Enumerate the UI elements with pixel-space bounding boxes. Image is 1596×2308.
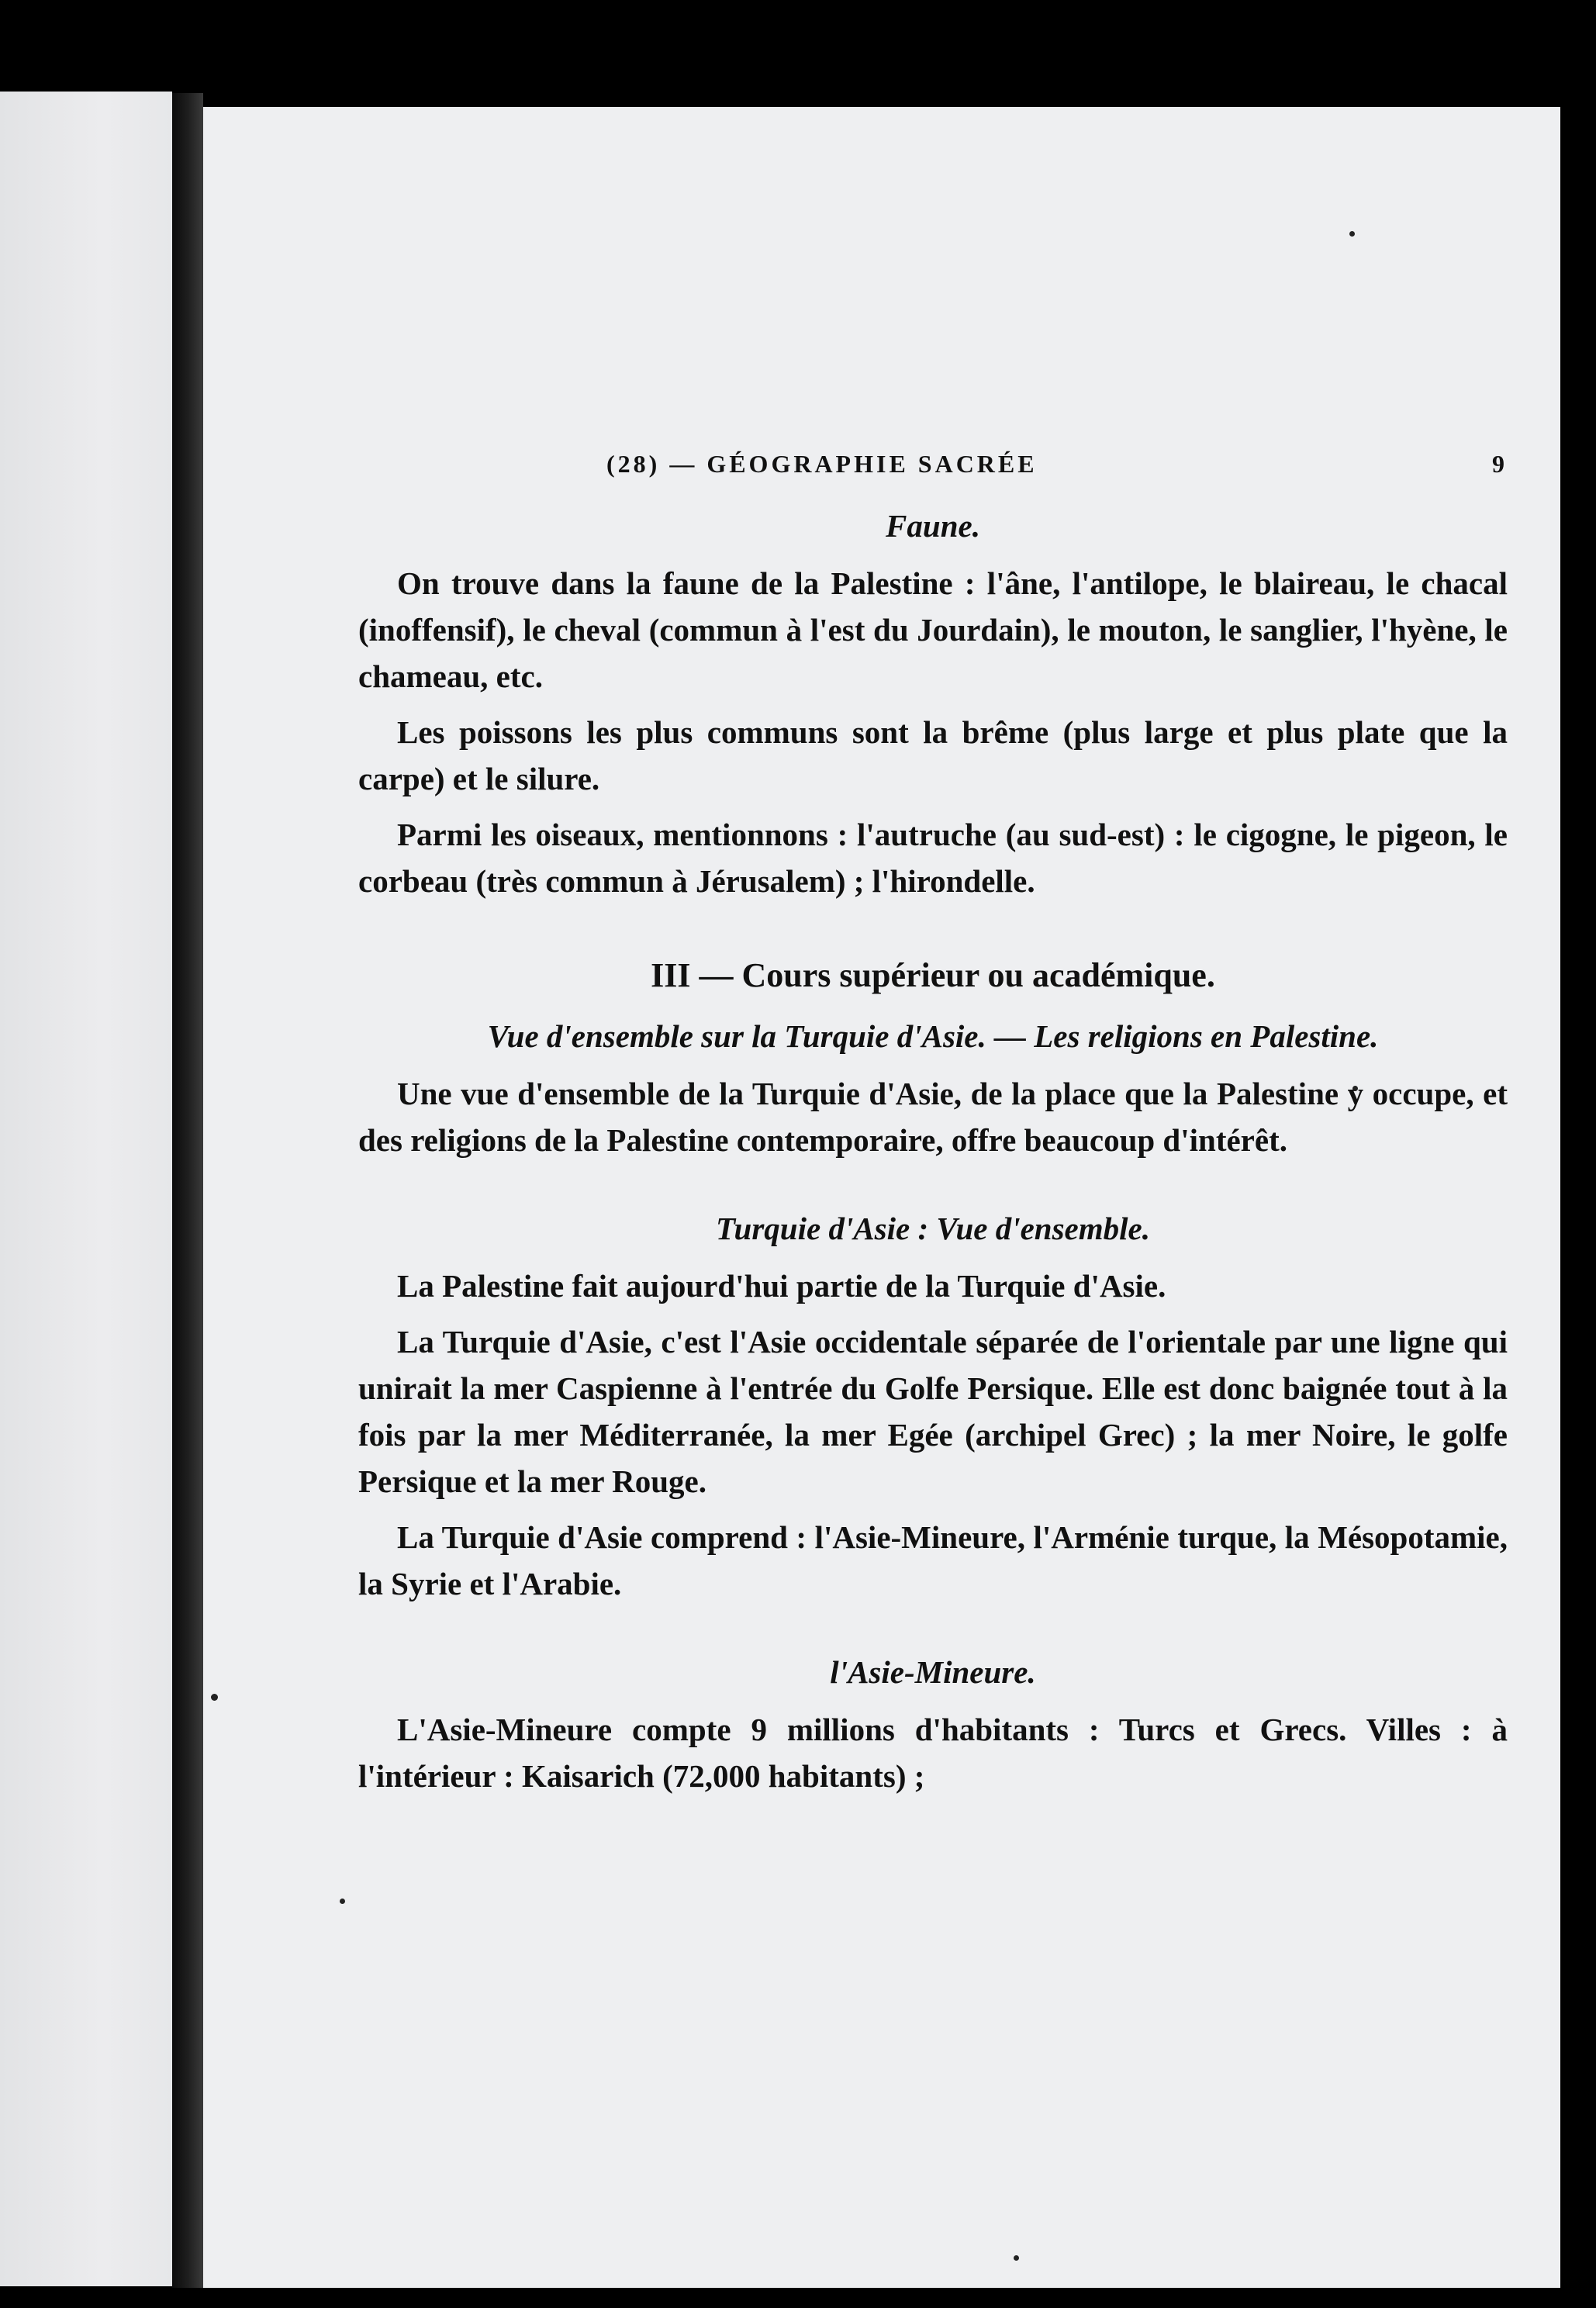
- section-heading: III — Cours supérieur ou académique.: [651, 956, 1215, 994]
- faune-paragraph-1: On trouve dans la faune de la Palestine : l'âne, l'antilope, le blaireau, le chacal (inoffensif), le cheval (commun à l'est du Jourdain), le mouton, le sanglier, l'hyène, le chameau, etc.: [358, 565, 1508, 694]
- faune-heading: Faune.: [886, 508, 980, 544]
- dust-speck: [340, 1899, 345, 1904]
- book-page: [203, 107, 1560, 2288]
- page-number: 9: [1492, 450, 1508, 478]
- section-subheading: Vue d'ensemble sur la Turquie d'Asie. — Les religions en Palestine.: [487, 1018, 1379, 1054]
- faune-paragraph-2: Les poissons les plus communs sont la brême (plus large et plus plate que la carpe) et le silure.: [358, 714, 1508, 796]
- turquie-paragraph-3: La Turquie d'Asie comprend : l'Asie-Mineure, l'Arménie turque, la Mésopotamie, la Syrie et l'Arabie.: [358, 1519, 1508, 1601]
- running-head: [358, 441, 1508, 487]
- facing-page-edge: [0, 92, 172, 2286]
- dust-speck: [1014, 2255, 1019, 2261]
- turquie-heading: Turquie d'Asie : Vue d'ensemble.: [716, 1211, 1150, 1246]
- turquie-paragraph-2: La Turquie d'Asie, c'est l'Asie occidentale séparée de l'orientale par une ligne qui unirait la mer Caspienne à l'entrée du Golfe Persique. Elle est donc baignée tout à la fois par la mer Méditerranée, la mer Egée (archipel Grec) ; la mer Noire, le golfe Persique et la mer Rouge.: [358, 1324, 1508, 1499]
- cours-paragraph: Une vue d'ensemble de la Turquie d'Asie, de la place que la Palestine y occupe, et des religions de la Palestine contemporaire, offre beaucoup d'intérêt.: [358, 1076, 1508, 1158]
- turquie-paragraph-1: La Palestine fait aujourd'hui partie de la Turquie d'Asie.: [397, 1268, 1166, 1304]
- running-head-title: (28) — GÉOGRAPHIE SACRÉE: [606, 450, 1038, 478]
- asie-mineure-heading: l'Asie-Mineure.: [830, 1654, 1036, 1690]
- dust-speck: [211, 1694, 218, 1701]
- page-text-block: [358, 340, 1508, 1809]
- book-gutter: [172, 93, 203, 2288]
- asie-mineure-paragraph: L'Asie-Mineure compte 9 millions d'habitants : Turcs et Grecs. Villes : à l'intérieur : Kaisarich (72,000 habitants) ;: [358, 1712, 1508, 1794]
- faune-paragraph-3: Parmi les oiseaux, mentionnons : l'autruche (au sud-est) : le cigogne, le pigeon, le corbeau (très commun à Jérusalem) ; l'hirondelle.: [358, 817, 1508, 899]
- dust-speck: [1349, 231, 1355, 237]
